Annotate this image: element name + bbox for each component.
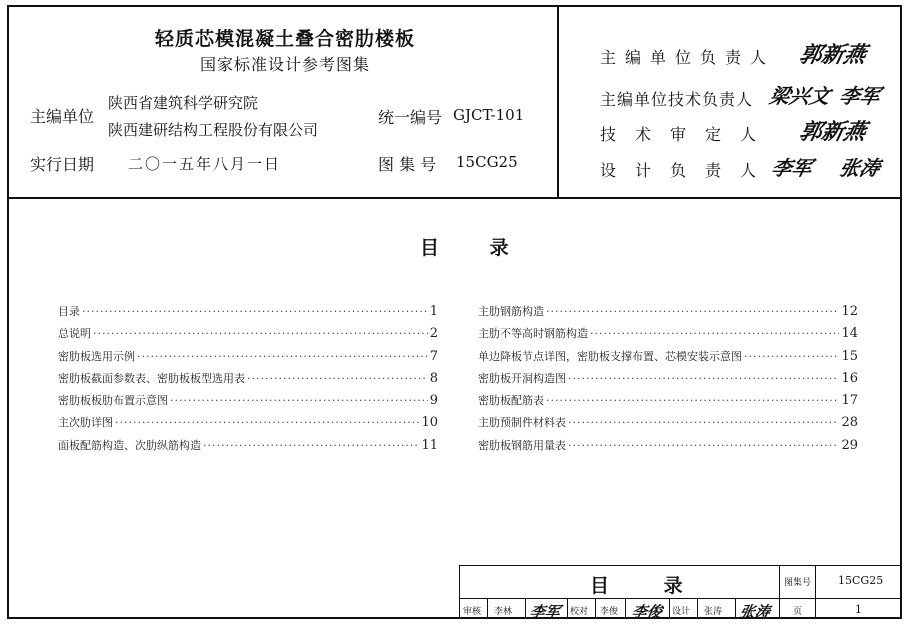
signature-4a: 李军 [769,156,815,180]
editor-unit-label: 主编单位 [30,107,95,126]
toc-item-page: 12 [841,304,858,319]
cell-divider [487,598,488,619]
toc-item[interactable] [478,303,858,325]
toc-leader [170,394,428,407]
toc-item[interactable] [58,392,438,414]
toc-item[interactable] [478,348,858,370]
toc-item-page: 17 [841,393,858,409]
toc-right-column [478,303,858,459]
toc-item-title: 目录 [58,305,80,318]
title-block-col-divider [779,565,780,619]
toc-leader [247,372,428,385]
toc-item-title: 面板配筋构造、次肋纵筋构造 [58,438,201,452]
toc-item[interactable] [58,348,438,370]
check-label: 校对 [570,607,589,617]
toc-leader [546,394,839,407]
toc-left-column [58,303,438,459]
signature-3: 郭新燕 [796,119,869,145]
toc-leader [568,439,839,452]
toc-item-title: 密肋板钢筋用量表 [478,438,566,452]
signature-2b: 李军 [837,84,883,108]
toc-item[interactable] [58,414,438,436]
toc-item[interactable] [478,392,858,414]
header-vertical-divider [557,5,559,198]
toc-leader [115,416,419,429]
toc-item-title: 总说明 [58,327,91,341]
toc-leader [568,372,839,385]
signature-2a: 梁兴文 [767,84,833,108]
toc-item-title: 密肋板开洞构造图 [478,371,566,385]
drawing-subtitle: 国家标准设计参考图集 [199,55,370,74]
toc-item-title: 单边降板节点详图，密肋板支撑布置、芯模安装示意图 [478,349,742,363]
cell-divider [669,598,670,619]
toc-item-page: 2 [429,326,438,342]
editor-unit-1: 陕西省建筑科学研究院 [108,94,259,112]
title-block-atlas-value: 15CG25 [838,574,884,587]
title-block-atlas-label: 图集号 [784,578,812,588]
date-label: 实行日期 [30,155,95,174]
toc-item[interactable] [58,303,438,325]
toc-item-title: 密肋板选用示例 [58,349,135,363]
cell-divider [625,598,626,619]
toc-item-title: 主次肋详图 [58,416,113,430]
toc-item-title: 主肋不等高时钢筋构造 [478,327,588,341]
toc-leader [546,305,839,318]
signature-4b: 张涛 [837,156,883,180]
review-label: 审核 [463,607,482,617]
sig-role-1: 主编单位负责人 [600,48,776,67]
review-signature: 李军 [528,603,562,621]
toc-leader [203,439,419,452]
header-divider [7,197,902,199]
design-name: 张涛 [704,607,723,617]
atlas-value: 15CG25 [456,153,518,171]
toc-item-title: 主肋钢筋构造 [478,305,544,318]
toc-item[interactable] [58,325,438,347]
toc-leader [93,327,428,340]
drawing-title: 轻质芯模混凝土叠合密肋楼板 [154,28,415,50]
toc-item-title: 密肋板板肋布置示意图 [58,394,168,408]
cell-divider [567,598,568,619]
toc-item[interactable] [478,370,858,392]
toc-item-page: 16 [841,370,858,386]
toc-leader [744,350,839,363]
cell-divider [735,598,736,619]
toc-item-page: 8 [429,370,438,386]
check-signature: 李俊 [630,603,664,621]
toc-heading: 目 录 [420,237,531,259]
toc-item-page: 11 [421,437,438,453]
toc-item-page: 15 [841,348,858,364]
date-value: 二〇一五年八月一日 [128,155,282,173]
cell-divider [595,598,596,619]
toc-item[interactable] [58,437,438,459]
toc-item-page: 28 [841,415,858,431]
title-block-col-divider-2 [815,565,816,619]
toc-item-page: 29 [841,437,858,453]
sig-role-2: 主编单位技术负责人 [600,90,754,109]
toc-item[interactable] [478,325,858,347]
atlas-label: 图 集 号 [378,155,437,174]
toc-item-page: 10 [421,415,438,431]
toc-item-title: 密肋板配筋表 [478,394,544,408]
signature-1: 郭新燕 [796,42,869,68]
toc-item[interactable] [478,437,858,459]
check-name: 李俊 [600,607,619,617]
review-name: 李林 [494,607,513,617]
toc-leader [82,305,428,318]
editor-unit-2: 陕西建研结构工程股份有限公司 [108,121,319,139]
toc-item-page: 9 [429,393,438,409]
page-value: 1 [855,603,862,616]
design-label: 设计 [672,607,691,617]
sig-role-4: 设计负责人 [600,161,776,180]
page-label: 页 [793,607,803,617]
toc-leader [137,350,428,363]
design-signature: 张涛 [738,603,772,621]
toc-item-title: 密肋板截面参数表、密肋板板型选用表 [58,371,245,385]
toc-item-page: 1 [429,304,438,319]
serial-value: GJCT-101 [453,106,525,124]
toc-leader [568,416,839,429]
title-block-title: 目 录 [590,575,707,597]
serial-label: 统一编号 [378,108,443,127]
toc-item[interactable] [58,370,438,392]
cell-divider [525,598,526,619]
toc-leader [590,327,839,340]
toc-item-page: 7 [429,348,438,364]
toc-item-title: 主肋预制件材料表 [478,416,566,430]
sig-role-3: 技术审定人 [600,125,776,144]
toc-item[interactable] [478,414,858,436]
cell-divider [697,598,698,619]
toc-item-page: 14 [841,326,858,342]
